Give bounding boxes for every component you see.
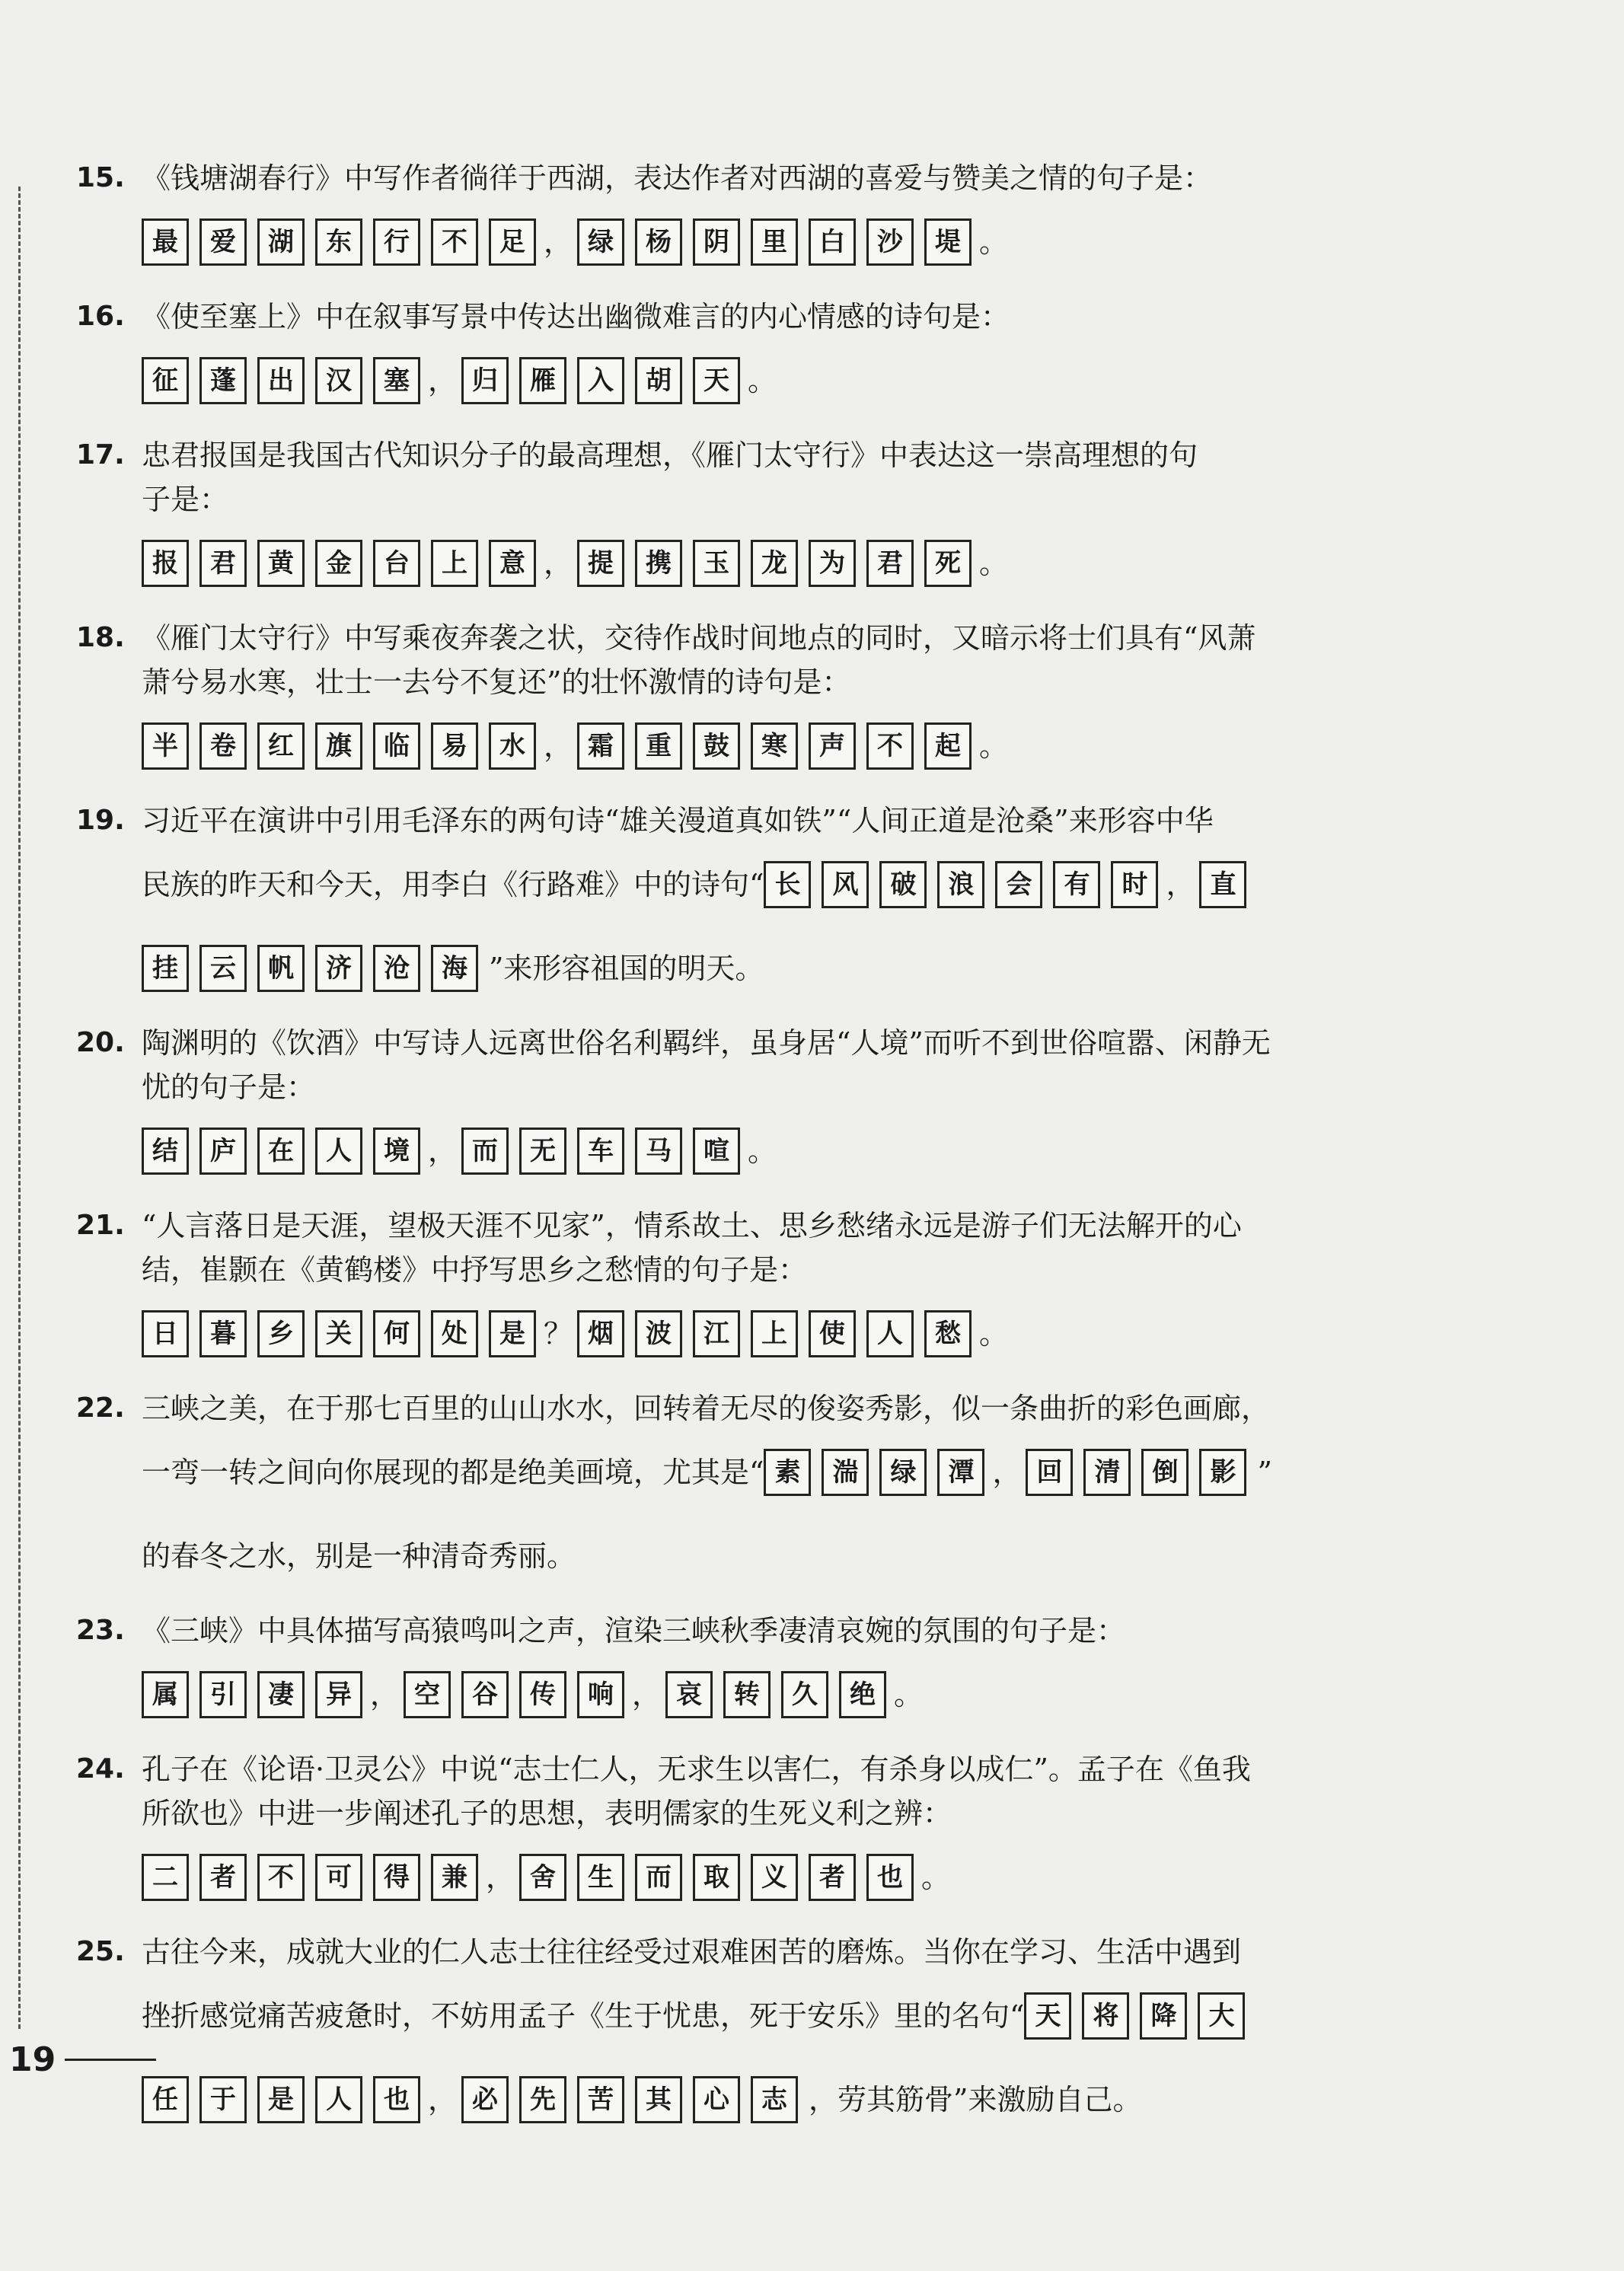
question-text-line (76, 295, 1447, 339)
answer-char-box: 乡 (257, 1310, 305, 1357)
answer-box-group (1199, 861, 1257, 908)
question-text: 萧兮易水寒，壮士一去兮不复还”的壮怀激情的诗句是： (142, 665, 851, 699)
answer-punctuation: 。 (979, 1317, 1009, 1351)
answer-char-box: 有 (1053, 861, 1100, 908)
answer-char-box: 任 (142, 2076, 189, 2123)
answer-box-group (142, 1128, 431, 1175)
question-text-line (76, 1065, 1447, 1109)
question-text: 忧的句子是： (142, 1070, 316, 1104)
question-text-line (76, 1386, 1447, 1431)
question-text: 《钱塘湖春行》中写作者徜徉于西湖，表达作者对西湖的喜爱与赞美之情的句子是： (142, 161, 1213, 195)
question-text: 《使至塞上》中在叙事写景中传达出幽微难言的内心情感的诗句是： (142, 300, 1010, 333)
answer-char-box: 必 (461, 2076, 509, 2123)
answer-char-box: 黄 (257, 540, 305, 587)
answer-box-group (461, 357, 751, 404)
answer-char-box: 义 (751, 1854, 798, 1901)
answer-box-group (142, 1310, 547, 1357)
answer-box-group (665, 1671, 897, 1718)
answer-char-box: 旗 (315, 722, 362, 770)
answer-line (76, 1653, 1447, 1737)
answer-char-box: 红 (257, 722, 305, 770)
answer-punctuation: ， (544, 225, 573, 259)
answer-char-box: 波 (635, 1310, 682, 1357)
answer-char-box: 归 (461, 357, 509, 404)
answer-char-box: 久 (781, 1671, 828, 1718)
question-text-line (76, 1248, 1447, 1292)
question-item (76, 1386, 1447, 1598)
answer-char-box: 卷 (199, 722, 247, 770)
answer-char-box: 蓬 (199, 357, 247, 404)
answer-char-box: 也 (866, 1854, 914, 1901)
answer-char-box: 舍 (519, 1854, 566, 1901)
answer-char-box: 何 (373, 1310, 420, 1357)
answer-char-box: 携 (635, 540, 682, 587)
question-item (76, 156, 1447, 284)
answer-punctuation: 。 (979, 225, 1009, 259)
answer-char-box: 霜 (577, 722, 624, 770)
answer-char-box: 暮 (199, 1310, 247, 1357)
question-text-line (76, 1609, 1447, 1653)
binding-margin-line (18, 187, 21, 2029)
answer-char-box: 行 (373, 218, 420, 266)
answer-char-box: 汉 (315, 357, 362, 404)
question-item (76, 616, 1447, 788)
answer-box-group (577, 1310, 982, 1357)
answer-box-group (404, 1671, 635, 1718)
question-list (76, 156, 1447, 2152)
answer-punctuation: ？ (544, 1317, 573, 1351)
answer-char-box: 会 (995, 861, 1042, 908)
question-item (76, 1609, 1447, 1737)
answer-box-group (142, 1854, 489, 1901)
answer-char-box: 传 (519, 1671, 566, 1718)
answer-char-box: 在 (257, 1128, 305, 1175)
question-number: 22. (76, 1392, 125, 1424)
question-item (76, 1204, 1447, 1376)
question-number: 25. (76, 1936, 125, 1967)
answer-char-box: 最 (142, 218, 189, 266)
answer-char-box: 回 (1026, 1449, 1073, 1496)
answer-char-box: 台 (373, 540, 420, 587)
answer-char-box: 为 (809, 540, 856, 587)
answer-punctuation: 。 (748, 364, 777, 397)
answer-char-box: 转 (723, 1671, 771, 1718)
question-text-line-with-answer (76, 1974, 1447, 2058)
question-text-line (76, 156, 1447, 200)
answer-line (76, 1109, 1447, 1193)
question-text: 民族的昨天和今天，用李白《行路难》中的诗句“ (142, 868, 764, 901)
answer-char-box: 济 (315, 945, 362, 992)
question-text-line (76, 477, 1447, 522)
answer-char-box: 人 (315, 2076, 362, 2123)
answer-char-box: 重 (635, 722, 682, 770)
answer-line (76, 1836, 1447, 1919)
answer-char-box: 不 (866, 722, 914, 770)
answer-char-box: 出 (257, 357, 305, 404)
answer-char-box: 境 (373, 1128, 420, 1175)
answer-char-box: 无 (519, 1128, 566, 1175)
answer-char-box: 死 (924, 540, 972, 587)
answer-char-box: 素 (764, 1449, 811, 1496)
answer-char-box: 提 (577, 540, 624, 587)
answer-char-box: 庐 (199, 1128, 247, 1175)
answer-box-group (764, 861, 1169, 908)
answer-char-box: 君 (199, 540, 247, 587)
answer-char-box: 空 (404, 1671, 451, 1718)
answer-char-box: 天 (693, 357, 740, 404)
answer-char-box: 结 (142, 1128, 189, 1175)
question-text-line (76, 616, 1447, 660)
answer-box-group (577, 540, 982, 587)
answer-box-group (142, 1671, 373, 1718)
answer-char-box: 车 (577, 1128, 624, 1175)
answer-box-group (461, 2076, 809, 2123)
answer-char-box: 取 (693, 1854, 740, 1901)
answer-char-box: 也 (373, 2076, 420, 2123)
answer-char-box: 寒 (751, 722, 798, 770)
answer-box-group (461, 1128, 751, 1175)
answer-char-box: 可 (315, 1854, 362, 1901)
question-text: ” (1257, 1456, 1272, 1489)
answer-char-box: 湖 (257, 218, 305, 266)
answer-char-box: 江 (693, 1310, 740, 1357)
answer-punctuation: ， (544, 729, 573, 763)
answer-box-group (577, 722, 982, 770)
answer-char-box: 哀 (665, 1671, 713, 1718)
question-text: 陶渊明的《饮酒》中写诗人远离世俗名利羁绊，虽身居“人境”而听不到世俗喧嚣、闲静无 (142, 1026, 1271, 1060)
question-text: 的春冬之水，别是一种清奇秀丽。 (142, 1539, 576, 1573)
answer-char-box: 堤 (924, 218, 972, 266)
question-text-line (76, 1791, 1447, 1836)
answer-char-box: 君 (866, 540, 914, 587)
answer-punctuation: ， (1166, 868, 1195, 901)
question-text-line-with-answer (76, 927, 1447, 1010)
answer-punctuation: 。 (894, 1678, 924, 1711)
answer-char-box: 易 (431, 722, 478, 770)
answer-punctuation: ， (486, 1861, 515, 1894)
answer-char-box: 龙 (751, 540, 798, 587)
answer-punctuation: 。 (921, 1861, 951, 1894)
question-text: 挫折感觉痛苦疲惫时，不妨用孟子《生于忧患，死于安乐》里的名句“ (142, 1999, 1025, 2033)
question-number: 24. (76, 1753, 125, 1785)
answer-char-box: 里 (751, 218, 798, 266)
answer-char-box: 沧 (373, 945, 420, 992)
answer-char-box: 得 (373, 1854, 420, 1901)
question-number: 20. (76, 1027, 125, 1058)
answer-punctuation: ， (428, 364, 458, 397)
answer-char-box: 风 (822, 861, 869, 908)
answer-char-box: 是 (257, 2076, 305, 2123)
answer-char-box: 征 (142, 357, 189, 404)
page-number-rule (65, 2059, 156, 2061)
answer-char-box: 意 (489, 540, 536, 587)
question-number: 16. (76, 301, 125, 332)
answer-char-box: 金 (315, 540, 362, 587)
answer-char-box: 足 (489, 218, 536, 266)
answer-line (76, 522, 1447, 605)
answer-char-box: 使 (809, 1310, 856, 1357)
answer-char-box: 是 (489, 1310, 536, 1357)
answer-char-box: 属 (142, 1671, 189, 1718)
question-text: 孔子在《论语·卫灵公》中说“志士仁人，无求生以害仁，有杀身以成仁”。孟子在《鱼我 (142, 1753, 1251, 1786)
answer-char-box: 兼 (431, 1854, 478, 1901)
answer-char-box: 长 (764, 861, 811, 908)
answer-line (76, 200, 1447, 284)
answer-char-box: 挂 (142, 945, 189, 992)
answer-char-box: 倒 (1141, 1449, 1188, 1496)
answer-char-box: 烟 (577, 1310, 624, 1357)
question-text: ，劳其筋骨”来激励自己。 (809, 2083, 1142, 2116)
question-text-line (76, 1930, 1447, 1974)
question-text: 忠君报国是我国古代知识分子的最高理想，《雁门太守行》中表达这一崇高理想的句 (142, 439, 1198, 472)
answer-punctuation: ， (428, 2083, 458, 2116)
answer-char-box: 人 (866, 1310, 914, 1357)
question-text-line (76, 1021, 1447, 1065)
answer-char-box: 绿 (577, 218, 624, 266)
answer-char-box: 苦 (577, 2076, 624, 2123)
answer-char-box: 而 (635, 1854, 682, 1901)
answer-box-group (142, 945, 489, 992)
answer-char-box: 塞 (373, 357, 420, 404)
question-text: “人言落日是天涯，望极天涯不见家”，情系故土、思乡愁绪永远是游子们无法解开的心 (142, 1209, 1242, 1242)
answer-char-box: 引 (199, 1671, 247, 1718)
answer-char-box: 上 (751, 1310, 798, 1357)
answer-punctuation: 。 (979, 547, 1009, 580)
answer-char-box: 将 (1082, 1992, 1129, 2040)
answer-char-box: 破 (879, 861, 927, 908)
answer-char-box: 而 (461, 1128, 509, 1175)
question-number: 23. (76, 1615, 125, 1646)
question-text-line-with-answer (76, 2058, 1447, 2142)
answer-punctuation: ， (632, 1678, 662, 1711)
answer-line (76, 704, 1447, 788)
answer-box-group (764, 1449, 995, 1496)
answer-char-box: 心 (693, 2076, 740, 2123)
answer-punctuation: ， (428, 1134, 458, 1168)
answer-box-group (519, 1854, 924, 1901)
question-text-line (76, 1204, 1447, 1248)
answer-char-box: 入 (577, 357, 624, 404)
answer-char-box: 不 (431, 218, 478, 266)
answer-char-box: 清 (1083, 1449, 1131, 1496)
question-item (76, 433, 1447, 605)
answer-char-box: 声 (809, 722, 856, 770)
answer-char-box: 时 (1111, 861, 1158, 908)
answer-char-box: 爱 (199, 218, 247, 266)
answer-char-box: 异 (315, 1671, 362, 1718)
answer-char-box: 水 (489, 722, 536, 770)
answer-char-box: 于 (199, 2076, 247, 2123)
answer-box-group (1026, 1449, 1257, 1496)
question-item (76, 1747, 1447, 1919)
question-text: 三峡之美，在于那七百里的山山水水，回转着无尽的俊姿秀影，似一条曲折的彩色画廊， (142, 1392, 1271, 1425)
answer-char-box: 愁 (924, 1310, 972, 1357)
question-text: ”来形容祖国的明天。 (489, 952, 764, 985)
answer-punctuation: ， (370, 1678, 400, 1711)
answer-char-box: 浪 (937, 861, 984, 908)
answer-char-box: 影 (1199, 1449, 1246, 1496)
answer-char-box: 二 (142, 1854, 189, 1901)
answer-char-box: 关 (315, 1310, 362, 1357)
answer-char-box: 雁 (519, 357, 566, 404)
answer-char-box: 响 (577, 1671, 624, 1718)
question-number: 15. (76, 162, 125, 193)
answer-char-box: 喧 (693, 1128, 740, 1175)
question-text: 《雁门太守行》中写乘夜奔袭之状，交待作战时间地点的同时，又暗示将士们具有“风萧 (142, 621, 1256, 655)
question-text-line (76, 660, 1447, 704)
question-text-line (76, 433, 1447, 477)
question-text: 所欲也》中进一步阐述孔子的思想，表明儒家的生死义利之辨： (142, 1797, 952, 1830)
answer-char-box: 先 (519, 2076, 566, 2123)
answer-char-box: 起 (924, 722, 972, 770)
answer-char-box: 马 (635, 1128, 682, 1175)
answer-char-box: 绿 (879, 1449, 927, 1496)
question-number: 21. (76, 1210, 125, 1241)
question-item (76, 295, 1447, 423)
answer-char-box: 帆 (257, 945, 305, 992)
answer-char-box: 凄 (257, 1671, 305, 1718)
answer-char-box: 东 (315, 218, 362, 266)
answer-char-box: 阴 (693, 218, 740, 266)
answer-char-box: 湍 (822, 1449, 869, 1496)
answer-punctuation: 。 (979, 729, 1009, 763)
answer-box-group (142, 2076, 431, 2123)
answer-char-box: 处 (431, 1310, 478, 1357)
answer-box-group (142, 218, 547, 266)
answer-punctuation: 。 (748, 1134, 777, 1168)
answer-char-box: 者 (199, 1854, 247, 1901)
answer-char-box: 谷 (461, 1671, 509, 1718)
answer-char-box: 其 (635, 2076, 682, 2123)
answer-char-box: 降 (1140, 1992, 1187, 2040)
question-item (76, 799, 1447, 1010)
question-text: 古往今来，成就大业的仁人志士往往经受过艰难困苦的磨炼。当你在学习、生活中遇到 (142, 1935, 1242, 1969)
answer-char-box: 者 (809, 1854, 856, 1901)
question-text: 习近平在演讲中引用毛泽东的两句诗“雄关漫道真如铁”“人间正道是沧桑”来形容中华 (142, 804, 1214, 837)
question-number: 19. (76, 805, 125, 836)
answer-char-box: 云 (199, 945, 247, 992)
answer-char-box: 不 (257, 1854, 305, 1901)
question-text: 一弯一转之间向你展现的都是绝美画境，尤其是“ (142, 1456, 764, 1489)
question-text: 《三峡》中具体描写高猿鸣叫之声，渲染三峡秋季凄清哀婉的氛围的句子是： (142, 1614, 1126, 1647)
answer-char-box: 沙 (866, 218, 914, 266)
question-text: 结，崔颢在《黄鹤楼》中抒写思乡之愁情的句子是： (142, 1253, 808, 1287)
answer-char-box: 白 (809, 218, 856, 266)
answer-box-group (142, 722, 547, 770)
answer-char-box: 鼓 (693, 722, 740, 770)
answer-line (76, 1292, 1447, 1376)
answer-char-box: 胡 (635, 357, 682, 404)
answer-punctuation: ， (992, 1456, 1022, 1489)
answer-char-box: 大 (1198, 1992, 1245, 2040)
question-text-line-with-answer (76, 1431, 1447, 1514)
answer-char-box: 志 (751, 2076, 798, 2123)
question-item (76, 1930, 1447, 2142)
answer-char-box: 天 (1024, 1992, 1071, 2040)
answer-box-group (1024, 1992, 1255, 2040)
question-number: 17. (76, 439, 125, 470)
question-text-line-with-answer (76, 1514, 1447, 1598)
question-text-line-with-answer (76, 843, 1447, 927)
answer-char-box: 人 (315, 1128, 362, 1175)
answer-char-box: 潭 (937, 1449, 984, 1496)
answer-char-box: 杨 (635, 218, 682, 266)
answer-punctuation: ， (544, 547, 573, 580)
page-number-text: 19 (9, 2040, 56, 2079)
answer-char-box: 半 (142, 722, 189, 770)
answer-char-box: 直 (1199, 861, 1246, 908)
question-text-line (76, 1747, 1447, 1791)
answer-char-box: 临 (373, 722, 420, 770)
question-text: 子是： (142, 483, 229, 516)
answer-char-box: 玉 (693, 540, 740, 587)
answer-char-box: 海 (431, 945, 478, 992)
question-number: 18. (76, 622, 125, 653)
answer-box-group (577, 218, 982, 266)
answer-line (76, 339, 1447, 423)
answer-char-box: 生 (577, 1854, 624, 1901)
question-text-line (76, 799, 1447, 843)
question-item (76, 1021, 1447, 1193)
answer-box-group (142, 357, 431, 404)
answer-char-box: 上 (431, 540, 478, 587)
answer-box-group (142, 540, 547, 587)
answer-char-box: 绝 (839, 1671, 886, 1718)
answer-char-box: 日 (142, 1310, 189, 1357)
answer-char-box: 报 (142, 540, 189, 587)
page-number (9, 2040, 156, 2079)
